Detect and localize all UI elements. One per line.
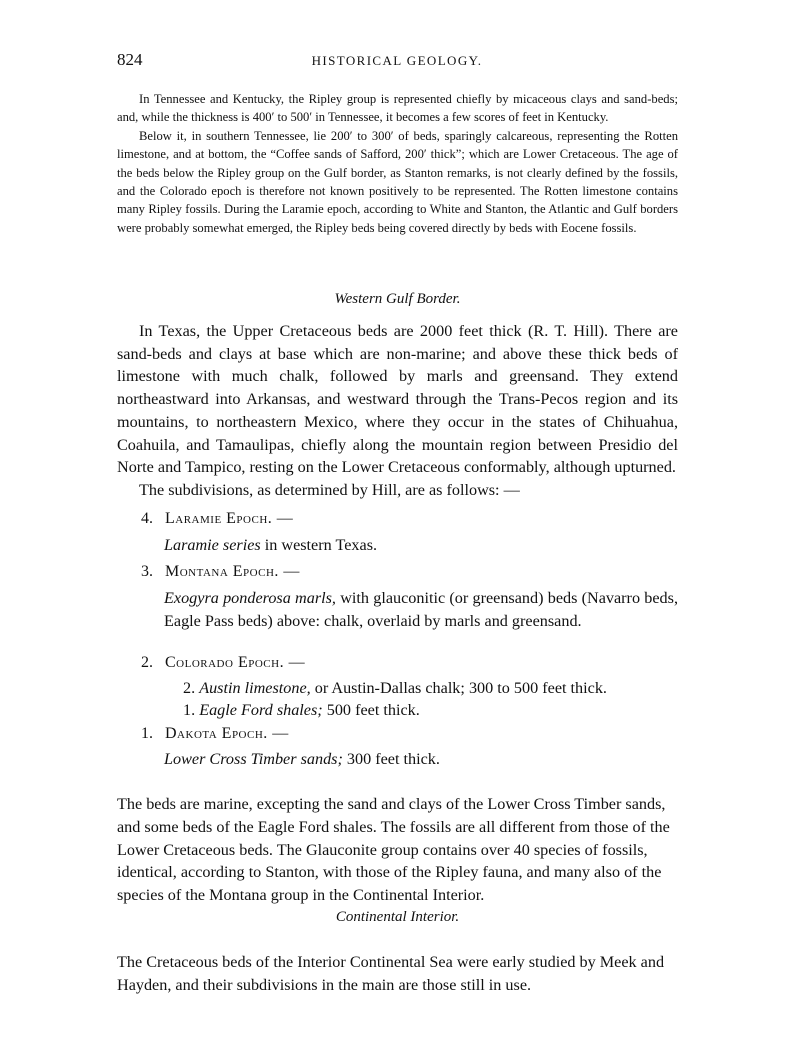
epoch-dakota bbox=[141, 725, 289, 743]
colorado-sub-austin bbox=[183, 679, 607, 698]
section-heading-continental-interior: Continental Interior. bbox=[335, 909, 460, 925]
sub-italic: Austin limestone, bbox=[199, 679, 311, 697]
colorado-sub-eagle-ford bbox=[183, 701, 420, 720]
epoch-name: Colorado Epoch. — bbox=[165, 654, 306, 671]
paragraph-interior: The Cretaceous beds of the Interior Continental Sea were early studied by Meek and Hayden, and their subdivisions in the main are those still in use. bbox=[117, 953, 665, 994]
sub-number: 2. bbox=[183, 679, 196, 697]
entry-italic: Lower Cross Timber sands; bbox=[164, 750, 343, 768]
epoch-dakota-entry bbox=[164, 748, 678, 771]
sub-text: 500 feet thick. bbox=[322, 701, 420, 719]
entry-italic: Exogyra ponderosa marls, bbox=[164, 589, 336, 607]
paragraph-texas: In Texas, the Upper Cretaceous beds are 2000 feet thick (R. T. Hill). There are sand-beds and clays at base which are non-marine; and above these thick beds of limestone with much chalk, followed by marls and greensand. They extend northeastward into Arkansas, and westward through the Trans-Pecos region and its mountains, to northeastern Mexico, where they occur in the states of Chihuahua, Coahuila, and Tamaulipas, chiefly along the mountain region between Presidio del Norte and Tampico, resting on the Lower Cretaceous conformably, although upturned. bbox=[117, 322, 678, 477]
epoch-montana-entry bbox=[164, 587, 678, 632]
paragraph-southern-tennessee: Below it, in southern Tennessee, lie 200′ to 300′ of beds, sparingly calcareous, representing the Rotten limestone, and at bottom, the “Coffee sands of Safford, 200′ thick”; which are Lower Cretaceous. The age of the beds below the Ripley group on the Gulf border, as Stanton remarks, is not clearly defined by the fossils, and the Colorado epoch is therefore not known positively to be represented. The Rotten limestone contains many Ripley fossils. During the Laramie epoch, according to White and Stanton, the Atlantic and Gulf borders were probably somewhat emerged, the Ripley beds being covered directly by beds with Eocene fossils. bbox=[117, 128, 678, 235]
epoch-name: Dakota Epoch. — bbox=[165, 725, 289, 742]
page-number: 824 bbox=[117, 50, 143, 69]
texas-block bbox=[117, 320, 678, 502]
epoch-laramie bbox=[141, 510, 293, 528]
small-print-block bbox=[117, 90, 678, 237]
sub-italic: Eagle Ford shales; bbox=[199, 701, 323, 719]
epoch-number: 4. bbox=[141, 510, 153, 527]
sub-text: or Austin-Dallas chalk; 300 to 500 feet thick. bbox=[310, 679, 607, 697]
epoch-number: 2. bbox=[141, 654, 153, 671]
entry-text: 300 feet thick. bbox=[342, 750, 440, 768]
page-header bbox=[117, 50, 677, 74]
epoch-name: Laramie Epoch. — bbox=[165, 510, 294, 527]
entry-text: with glauconitic (or greensand) beds (Navarro beds, Eagle Pass beds) above: chalk, overlaid by marls and greensand. bbox=[164, 589, 678, 630]
running-head: HISTORICAL GEOLOGY. bbox=[311, 53, 483, 68]
section-heading-western-gulf: Western Gulf Border. bbox=[334, 291, 461, 307]
entry-italic: Laramie series bbox=[164, 536, 261, 554]
subdivisions-intro: The subdivisions, as determined by Hill, are as follows: — bbox=[139, 480, 520, 499]
epoch-number: 1. bbox=[141, 725, 153, 742]
marine-block bbox=[117, 777, 678, 923]
epoch-montana bbox=[141, 563, 300, 581]
sub-number: 1. bbox=[183, 701, 196, 719]
interior-block bbox=[117, 935, 678, 1013]
epoch-name: Montana Epoch. — bbox=[165, 563, 300, 580]
paragraph-marine: The beds are marine, excepting the sand and clays of the Lower Cross Timber sands, and some beds of the Eagle Ford shales. The fossils are all different from those of the Lower Cretaceous beds. The Glauconite group contains over 40 species of fossils, identical, according to Stanton, with those of the Ripley fauna, and many also of the species of the Montana group in the Continental Interior. bbox=[117, 795, 670, 904]
entry-text: in western Texas. bbox=[260, 536, 378, 554]
epoch-number: 3. bbox=[141, 563, 153, 580]
epoch-colorado bbox=[141, 654, 305, 672]
paragraph-tennessee: In Tennessee and Kentucky, the Ripley group is represented chiefly by micaceous clays and sand-beds; and, while the thickness is 400′ to 500′ in Tennessee, it becomes a few scores of feet in Kentucky. bbox=[117, 92, 678, 125]
epoch-laramie-entry bbox=[164, 534, 678, 557]
